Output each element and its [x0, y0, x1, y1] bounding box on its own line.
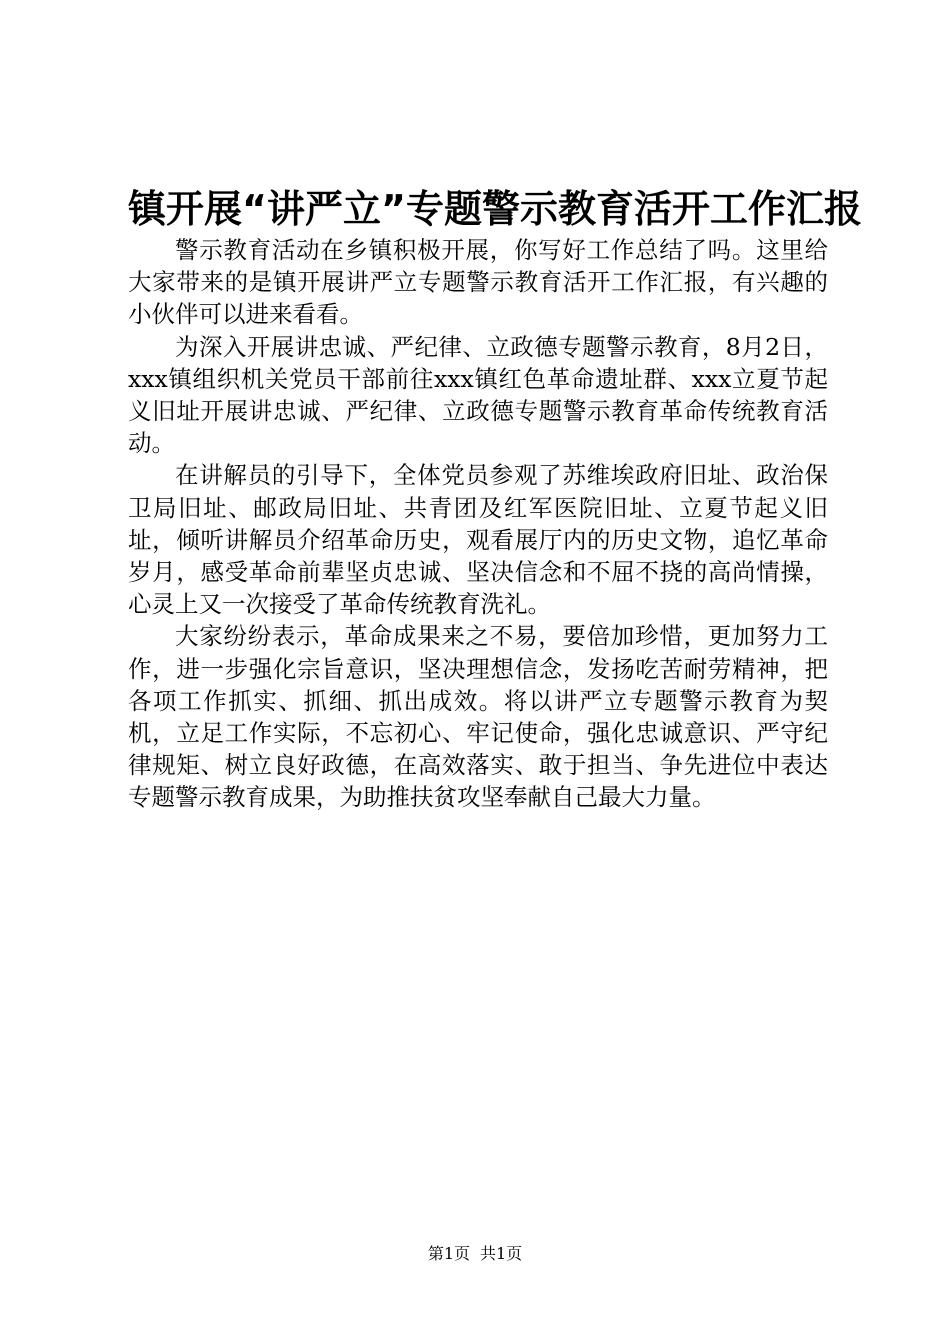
- document-title: 镇开展“讲严立”专题警示教育活开工作汇报: [128, 187, 862, 231]
- document-body: [128, 234, 828, 814]
- page-number: 第1页: [427, 1244, 470, 1263]
- paragraph-activity: 为深入开展讲忠诚、严纪律、立政德专题警示教育，8月2日，xxx镇组织机关党员干部前往xxx镇红色革命遗址群、xxx立夏节起义旧址开展讲忠诚、严纪律、立政德专题警示教育革命传统教育活动。: [128, 332, 828, 458]
- paragraph-conclusion: 大家纷纷表示，革命成果来之不易，要倍加珍惜，更加努力工作，进一步强化宗旨意识，坚决理想信念，发扬吃苦耐劳精神，把各项工作抓实、抓细、抓出成效。将以讲严立专题警示教育为契机，立足工作实际，不忘初心、牢记使命，强化忠诚意识、严守纪律规矩、树立良好政德，在高效落实、敢于担当、争先进位中表达专题警示教育成果，为助推扶贫攻坚奉献自己最大力量。: [128, 622, 828, 812]
- page-footer: [0, 1243, 950, 1265]
- page-count: 共1页: [480, 1244, 523, 1263]
- paragraph-intro: 警示教育活动在乡镇积极开展，你写好工作总结了吗。这里给大家带来的是镇开展讲严立专题警示教育活开工作汇报，有兴趣的小伙伴可以进来看看。: [128, 236, 828, 329]
- paragraph-visit: 在讲解员的引导下，全体党员参观了苏维埃政府旧址、政治保卫局旧址、邮政局旧址、共青团及红军医院旧址、立夏节起义旧址，倾听讲解员介绍革命历史，观看展厅内的历史文物，追忆革命岁月，感受革命前辈坚贞忠诚、坚决信念和不屈不挠的高尚情操，心灵上又一次接受了革命传统教育洗礼。: [128, 461, 828, 619]
